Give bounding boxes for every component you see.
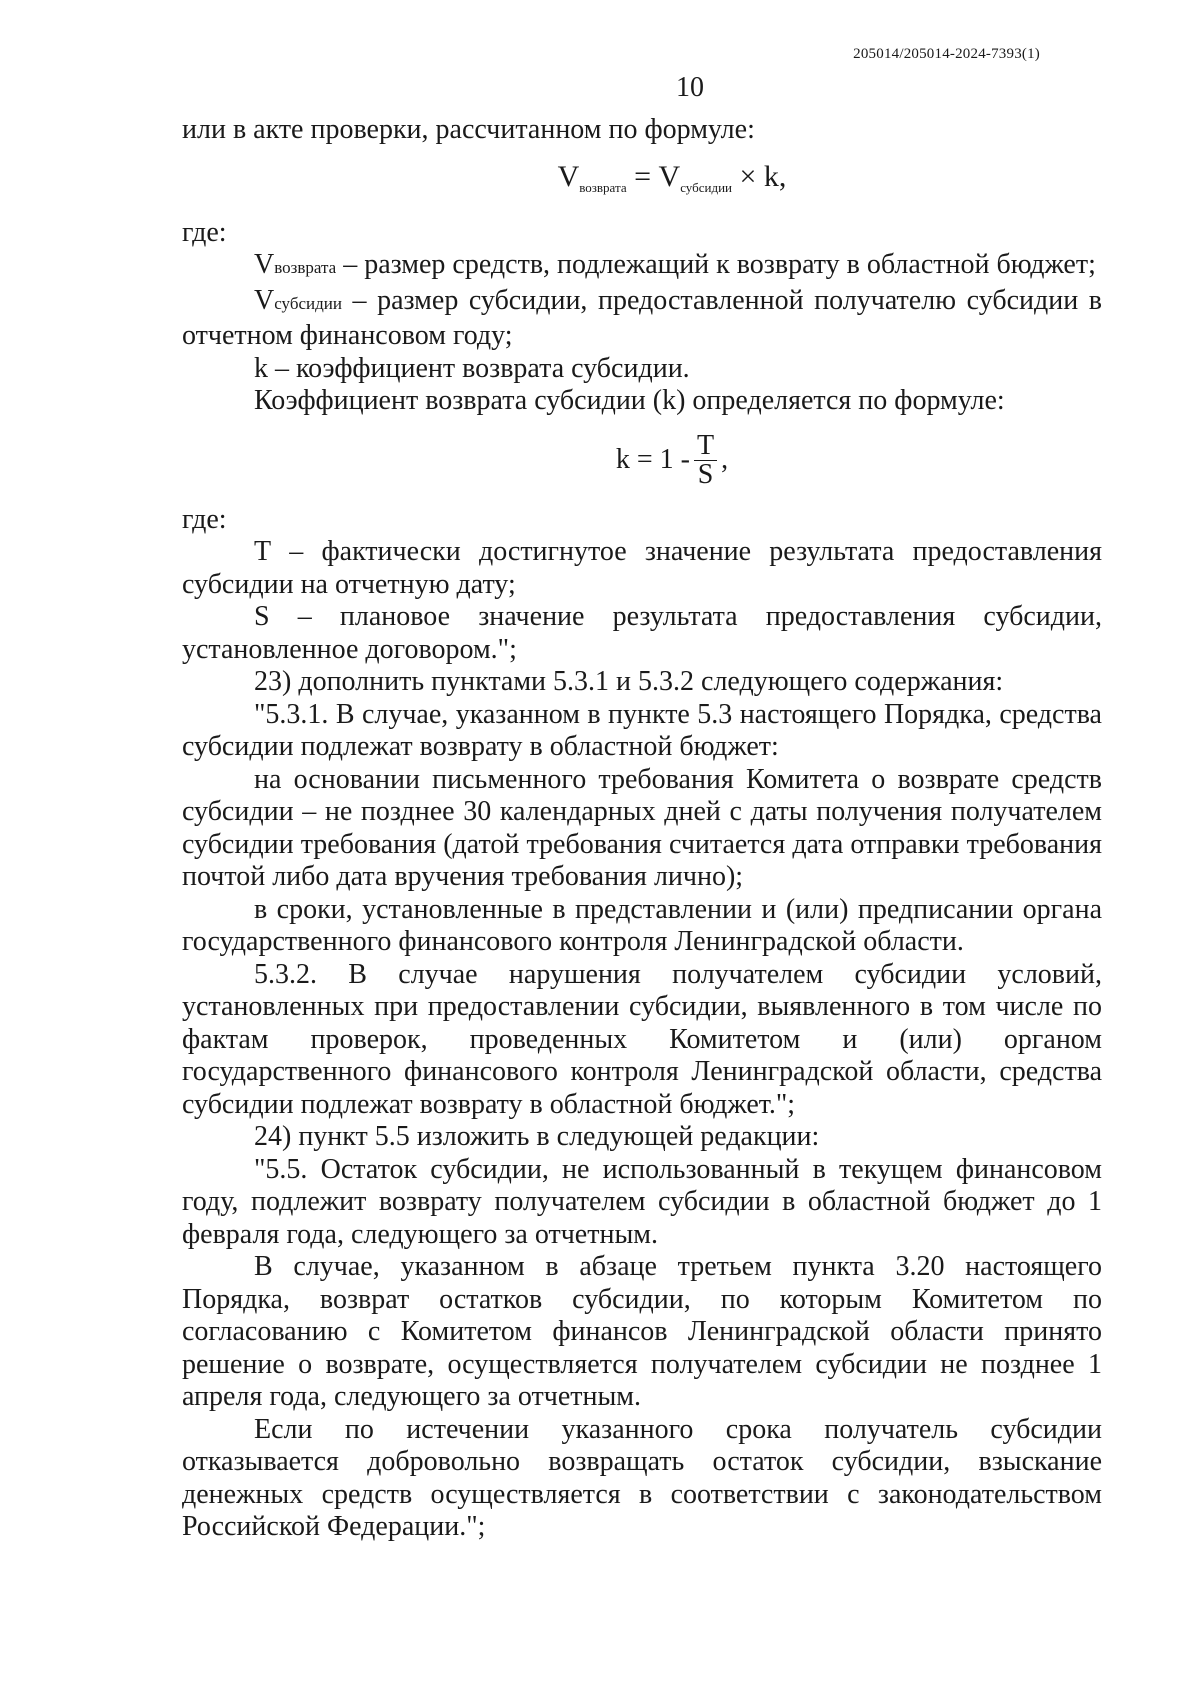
formula-return-amount: $V_{возврата} = V_{субсидии} \times k$, [557, 159, 787, 195]
item-24: 24) пункт 5.5 изложить в следующей редакции: [254, 1121, 820, 1152]
item-23: 23) дополнить пунктами 5.3.1 и 5.3.2 следующего содержания: [254, 666, 1004, 697]
document-id: 205014/205014-2024-7393(1) [853, 46, 1040, 62]
where-label-2: где: [182, 503, 227, 535]
paragraph-5-5-b: Если по истечении указанного срока получатель субсидии отказывается добровольно возвращать остаток субсидии, взыскание денежных средств осуществляется в соответствии с законодательством Российской Федерации."; [182, 1413, 1102, 1542]
paragraph-5-3-2: 5.3.2. В случае нарушения получателем субсидии условий, установленных при предоставлении субсидии, выявленного в том числе по фактам проверок, проведенных Комитетом и (или) органом государственного финансового контроля Ленинградской области, средства субсидии подлежат возврату в областной бюджет."; [182, 958, 1102, 1120]
where-label: где: [182, 216, 227, 248]
formula-coefficient: k = 1 - $\frac{T}{S}$ , [615, 430, 729, 490]
definition-s: S – плановое значение результата предоставления субсидии, установленное договором."; [182, 601, 1102, 665]
paragraph-5-3-1-b: в сроки, установленные в представлении и (или) предписании органа государственного финансового контроля Ленинградской области. [182, 893, 1102, 957]
definition-v-return: Vвозврата – размер средств, подлежащий к возврату в областной бюджет; [254, 249, 1096, 280]
paragraph-coefficient: Коэффициент возврата субсидии (k) определяется по формуле: [254, 385, 1005, 416]
definition-v-subsidy: Vсубсидии – размер субсидии, предоставленной получателю субсидии в отчетном финансовом году; [182, 284, 1102, 351]
paragraph-intro: или в акте проверки, рассчитанном по формуле: [182, 114, 755, 145]
definition-t: Т – фактически достигнутое значение результата предоставления субсидии на отчетную дату; [182, 536, 1102, 600]
definition-k: k – коэффициент возврата субсидии. [254, 352, 690, 384]
fraction: $\frac{T}{S}$ [694, 432, 717, 489]
paragraph-5-3-1-a: на основании письменного требования Комитета о возврате средств субсидии – не позднее 30 календарных дней с даты получения получателем субсидии требования (датой требования считается дата отправки требования почтой либо дата вручения требования лично); [182, 763, 1102, 892]
paragraph-5-3-1: "5.3.1. В случае, указанном в пункте 5.3 настоящего Порядка, средства субсидии подлежат возврату в областной бюджет: [182, 698, 1102, 762]
paragraph-5-5: "5.5. Остаток субсидии, не использованный в текущем финансовом году, подлежит возврату получателем субсидии в областной бюджет до 1 февраля года, следующего за отчетным. [182, 1153, 1102, 1250]
document-body [182, 114, 1102, 1544]
page-number: 10 [676, 72, 704, 103]
paragraph-5-5-a: В случае, указанном в абзаце третьем пункта 3.20 настоящего Порядка, возврат остатков субсидии, по которым Комитетом по согласованию с Комитетом финансов Ленинградской области принято решение о возврате, осуществляется получателем субсидии не позднее 1 апреля года, следующего за отчетным. [182, 1251, 1102, 1412]
